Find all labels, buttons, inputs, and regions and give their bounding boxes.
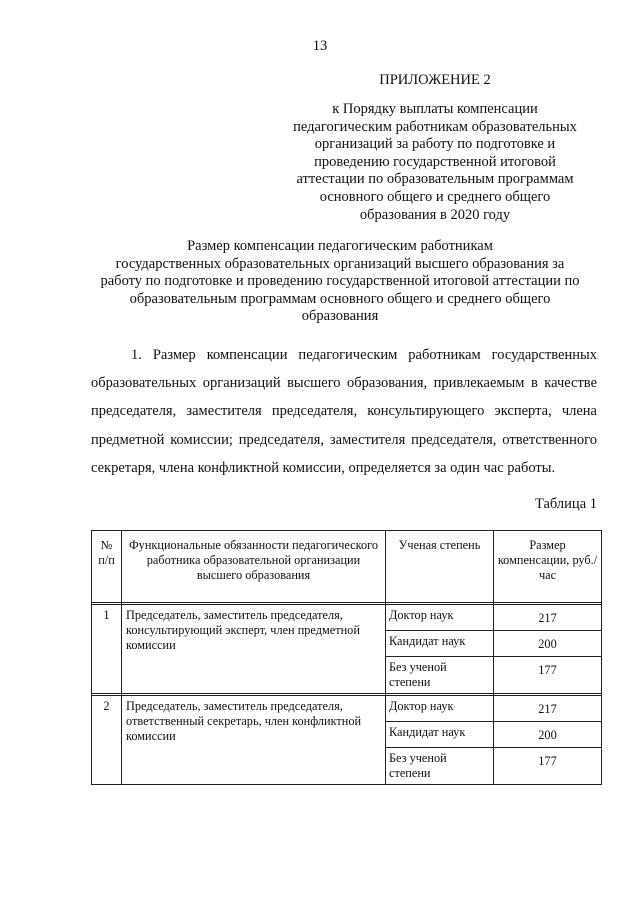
compensation-table <box>91 530 602 785</box>
appendix-subtitle-line: педагогическим работникам образовательных <box>293 118 577 135</box>
row-number: 2 <box>92 696 122 785</box>
appendix-subtitle <box>272 101 598 224</box>
row-compensation: 217 <box>494 605 602 631</box>
row-duties: Председатель, заместитель председателя, ответственный секретарь, член конфликтной комиссии <box>122 696 386 785</box>
row-duties: Председатель, заместитель председателя, консультирующий эксперт, член предметной комиссии <box>122 605 386 694</box>
header-degree: Ученая степень <box>386 531 494 603</box>
row-degree: Доктор наук <box>386 696 494 722</box>
row-degree: Кандидат наук <box>386 722 494 748</box>
row-compensation: 177 <box>494 748 602 785</box>
appendix-subtitle-line: образования в 2020 году <box>359 206 511 223</box>
table-label: Таблица 1 <box>534 496 597 512</box>
document-title-line: работу по подготовке и проведению государственной итоговой аттестации по <box>100 273 580 290</box>
appendix-subtitle-line: к Порядку выплаты компенсации <box>332 101 538 117</box>
table-row <box>92 696 602 722</box>
document-title <box>90 238 590 326</box>
appendix-subtitle-line: проведению государственной итоговой <box>314 153 556 170</box>
appendix-subtitle-line: организаций за работу по подготовке и <box>314 136 556 153</box>
row-degree: Доктор наук <box>386 605 494 631</box>
document-title-line: Размер компенсации педагогическим работникам <box>187 238 493 254</box>
row-compensation: 200 <box>494 722 602 748</box>
appendix-title: ПРИЛОЖЕНИЕ 2 <box>379 72 491 88</box>
document-title-line: образования <box>301 308 379 325</box>
row-degree: Кандидат наук <box>386 631 494 657</box>
row-compensation: 217 <box>494 696 602 722</box>
paragraph-1: 1. Размер компенсации педагогическим работникам государственных образовательных организаций высшего образования, привлекаемым в качестве председателя, заместителя председателя, консультирующего эксперта, члена предметной комиссии; председателя, заместителя председателя, ответственного секретаря, члена конфликтной комиссии, определяется за один час работы. <box>91 347 597 476</box>
header-compensation: Размер компенсации, руб./час <box>494 531 602 603</box>
row-degree: Без ученой степени <box>386 748 494 785</box>
appendix-subtitle-line: основного общего и среднего общего <box>319 188 551 205</box>
row-number: 1 <box>92 605 122 694</box>
appendix-subtitle-line: аттестации по образовательным программам <box>296 171 574 188</box>
document-title-line: государственных образовательных организаций высшего образования за <box>115 255 565 272</box>
header-duties: Функциональные обязанности педагогического работника образовательной организации высшего образования <box>122 531 386 603</box>
page-number: 13 <box>312 38 328 54</box>
table-row <box>92 605 602 631</box>
document-title-line: образовательным программам основного общего и среднего общего <box>129 290 551 307</box>
header-num: № п/п <box>92 531 122 603</box>
row-compensation: 177 <box>494 657 602 694</box>
table-header-row <box>92 531 602 603</box>
row-degree: Без ученой степени <box>386 657 494 694</box>
row-compensation: 200 <box>494 631 602 657</box>
